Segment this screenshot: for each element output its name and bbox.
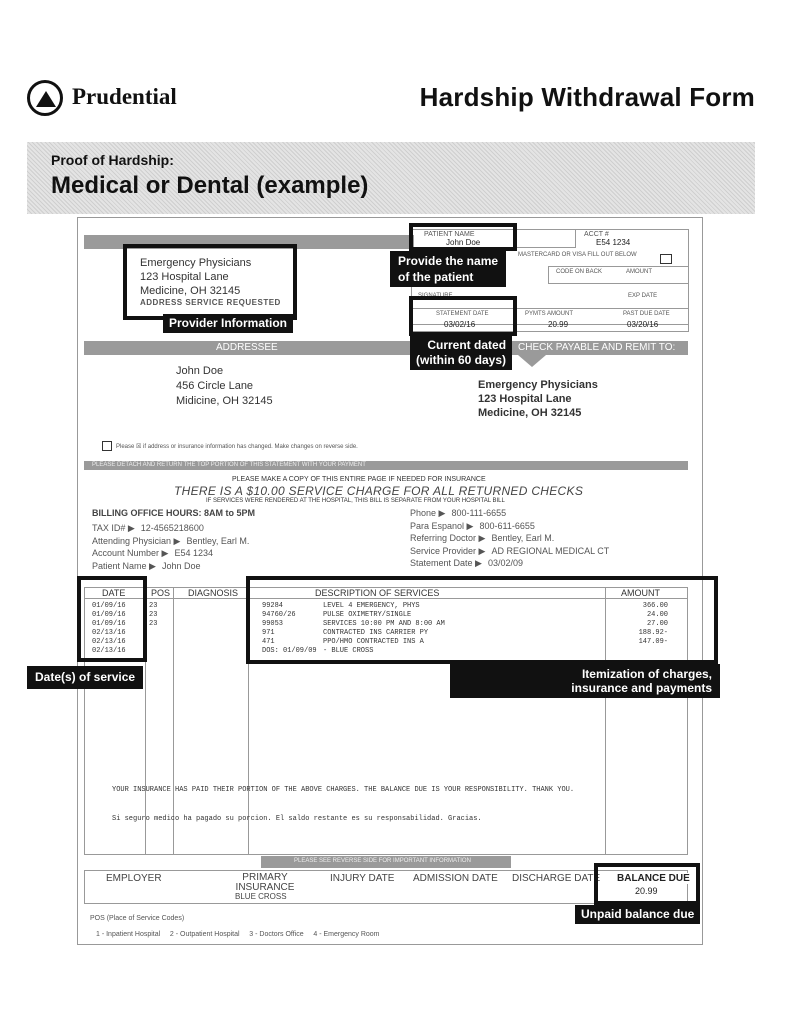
provider-info-callout: Provider Information (163, 314, 293, 333)
primary-insurance-value: BLUE CROSS (235, 892, 287, 901)
cell-amount: 147.09- (638, 638, 668, 646)
patient-addr-1: 456 Circle Lane (176, 380, 254, 392)
cell-desc: PPO/HMO CONTRACTED INS A (323, 638, 424, 646)
cell-desc: PULSE OXIMETRY/SINGLE (323, 611, 412, 619)
brand-name: Prudential (72, 84, 177, 109)
cell-date: 02/13/16 (92, 638, 126, 646)
employer-label: EMPLOYER (106, 873, 162, 884)
statement-date-highlight (409, 296, 517, 336)
info-row (410, 558, 523, 569)
remit-arrow (518, 355, 546, 367)
info-row (410, 508, 506, 519)
injury-date-label: INJURY DATE (330, 873, 395, 884)
patient-name-label: PATIENT NAME (424, 231, 475, 238)
detach-text: PLEASE DETACH AND RETURN THE TOP PORTION OF THIS STATEMENT WITH YOUR PAYMENT (92, 462, 366, 468)
cell-amount: 27.00 (646, 620, 668, 628)
cell-date: 02/13/16 (92, 647, 126, 655)
itemization-line2: insurance and payments (571, 681, 712, 695)
amount-label: AMOUNT (626, 269, 652, 275)
pymts-value: 20.99 (548, 320, 569, 329)
cell-code: DOS: 01/09/09 (262, 647, 317, 655)
cell-code: 971 (262, 629, 275, 637)
address-changed-note: Please ☒ if address or insurance information has changed. Make changes on reverse side. (116, 444, 358, 450)
past-due-label: PAST DUE DATE (623, 311, 670, 317)
cell-amount: 24.00 (646, 611, 668, 619)
cell-amount: 188.92- (638, 629, 668, 637)
col-pos: POS (151, 588, 171, 598)
remit-addr-name: Emergency Physicians (478, 379, 598, 391)
info-value: 800-611-6655 (479, 520, 535, 531)
cell-code: 471 (262, 638, 275, 646)
balance-due-label: BALANCE DUE (617, 873, 690, 884)
card-label: MASTERCARD OR VISA FILL OUT BELOW (518, 252, 637, 258)
provider-address2: Medicine, OH 32145 (140, 285, 241, 297)
itemization-line1: Itemization of charges, (581, 667, 712, 681)
info-label: Para Espanol ▶ (410, 520, 474, 531)
pymts-label: PYMTS AMOUNT (525, 311, 574, 317)
cell-date: 02/13/16 (92, 629, 126, 637)
cell-pos: 23 (149, 620, 158, 628)
cell-amount: 366.00 (642, 602, 668, 610)
pos-legend: 1 - Inpatient Hospital 2 - Outpatient Hospital 3 - Doctors Office 4 - Emergency Room (96, 931, 380, 938)
separate-bill-note: IF SERVICES WERE RENDERED AT THE HOSPITAL, THIS BILL IS SEPARATE FROM YOUR HOSPITAL BILL (206, 498, 505, 504)
remit-label: CHECK PAYABLE AND REMIT TO: (518, 342, 676, 353)
card-checkbox[interactable] (660, 254, 672, 264)
col-diagnosis: DIAGNOSIS (188, 588, 239, 598)
patient-addr-name: John Doe (176, 365, 224, 377)
cell-date: 01/09/16 (92, 611, 126, 619)
info-label: Phone ▶ (410, 508, 446, 518)
primary-insurance-label: PRIMARY INSURANCE (235, 872, 295, 893)
current-dated-line2: (within 60 days) (416, 353, 507, 367)
info-row (92, 548, 213, 559)
cell-desc: SERVICES 10:00 PM AND 8:00 AM (323, 620, 445, 628)
info-label: TAX ID# ▶ (92, 523, 135, 533)
admission-date-label: ADMISSION DATE (413, 873, 498, 884)
col-amount: AMOUNT (621, 588, 660, 598)
message-es: Si seguro medico ha pagado su porcion. El saldo restante es su responsabilidad. Gracias. (112, 815, 482, 823)
cell-desc: - BLUE CROSS (323, 647, 374, 655)
patient-name-callout (390, 251, 506, 287)
cell-pos: 23 (149, 602, 158, 610)
info-label: Referring Doctor ▶ (410, 533, 486, 543)
service-charge-note: THERE IS A $10.00 SERVICE CHARGE FOR ALL RETURNED CHECKS (174, 484, 584, 498)
statement-date-value: 03/02/16 (444, 320, 476, 329)
form-title: Hardship Withdrawal Form (419, 82, 755, 112)
acct-label: ACCT # (584, 231, 609, 238)
banner-subtitle: Proof of Hardship: (51, 152, 174, 168)
acct-value: E54 1234 (596, 238, 631, 247)
past-due-value: 03/20/16 (627, 320, 659, 329)
info-value: 800-111-6655 (451, 508, 507, 518)
copy-note: PLEASE MAKE A COPY OF THIS ENTIRE PAGE IF NEEDED FOR INSURANCE (232, 476, 486, 483)
insurance-bar-text: PLEASE SEE REVERSE SIDE FOR IMPORTANT INFORMATION (294, 858, 471, 864)
info-label: Attending Physician ▶ (92, 535, 181, 546)
cell-date: 01/09/16 (92, 602, 126, 610)
address-changed-checkbox[interactable] (102, 441, 112, 451)
info-row (410, 546, 609, 557)
col-date: DATE (102, 588, 126, 598)
address-service-requested: ADDRESS SERVICE REQUESTED (140, 298, 281, 307)
cell-desc: CONTRACTED INS CARRIER PY (323, 629, 429, 637)
info-value: 03/02/09 (487, 558, 524, 568)
balance-highlight (594, 863, 700, 905)
info-value: 12-4565218600 (140, 523, 204, 533)
proof-banner (27, 142, 755, 214)
info-value: John Doe (161, 560, 201, 571)
current-dated-callout (410, 336, 512, 370)
provider-highlight (123, 244, 297, 320)
exp-label: EXP DATE (628, 293, 658, 299)
provider-address1: 123 Hospital Lane (140, 271, 229, 283)
cell-code: 99284 (262, 602, 284, 610)
current-dated-line1: Current dated (427, 338, 507, 352)
patient-name-callout-line1: Provide the name (398, 254, 499, 268)
itemization-highlight (246, 576, 718, 664)
cell-date: 01/09/16 (92, 620, 126, 628)
info-label: Account Number ▶ (92, 548, 169, 558)
patient-name-value: John Doe (446, 238, 481, 247)
billing-hours: BILLING OFFICE HOURS: 8AM to 5PM (92, 508, 255, 518)
provider-name: Emergency Physicians (140, 257, 252, 269)
info-row (92, 536, 249, 547)
cell-pos: 23 (149, 611, 158, 619)
info-label: Statement Date ▶ (410, 558, 482, 568)
balance-due-value: 20.99 (635, 886, 658, 896)
statement-date-label: STATEMENT DATE (436, 311, 489, 317)
info-row (410, 521, 535, 532)
cell-desc: LEVEL 4 EMERGENCY, PHYS (323, 602, 420, 610)
dates-highlight (77, 576, 147, 662)
discharge-date-label: DISCHARGE DATE (512, 873, 601, 884)
info-row (92, 523, 204, 534)
col-description: DESCRIPTION OF SERVICES (315, 588, 440, 598)
unpaid-balance-callout: Unpaid balance due (575, 905, 700, 924)
banner-title: Medical or Dental (example) (51, 172, 369, 199)
info-label: Patient Name ▶ (92, 560, 156, 571)
info-value: E54 1234 (174, 548, 213, 558)
info-value: Bentley, Earl M. (491, 533, 555, 543)
cell-code: 94760/26 (262, 611, 296, 619)
prudential-rock-logo (27, 80, 63, 116)
code-label: CODE ON BACK (556, 269, 603, 275)
info-row (410, 533, 554, 544)
patient-name-callout-line2: of the patient (398, 270, 474, 284)
info-label: Service Provider ▶ (410, 545, 486, 556)
cell-code: 99053 (262, 620, 284, 628)
info-value: Bentley, Earl M. (186, 535, 250, 546)
info-value: AD REGIONAL MEDICAL CT (491, 545, 610, 556)
dates-of-service-callout: Date(s) of service (27, 666, 143, 689)
remit-addr-2: Medicine, OH 32145 (478, 407, 582, 419)
remit-addr-1: 123 Hospital Lane (478, 393, 572, 405)
itemization-callout (450, 664, 720, 698)
pos-legend-title: POS (Place of Service Codes) (90, 915, 185, 922)
signature-label: SIGNATURE (418, 293, 453, 299)
message-en: YOUR INSURANCE HAS PAID THEIR PORTION OF THE ABOVE CHARGES. THE BALANCE DUE IS YOUR RESPONSIBILITY. THANK YOU. (112, 786, 575, 794)
addressee-label: ADDRESSEE (216, 342, 278, 353)
info-row (92, 561, 200, 572)
patient-name-highlight (409, 223, 517, 251)
patient-addr-2: Midicine, OH 32145 (176, 395, 273, 407)
